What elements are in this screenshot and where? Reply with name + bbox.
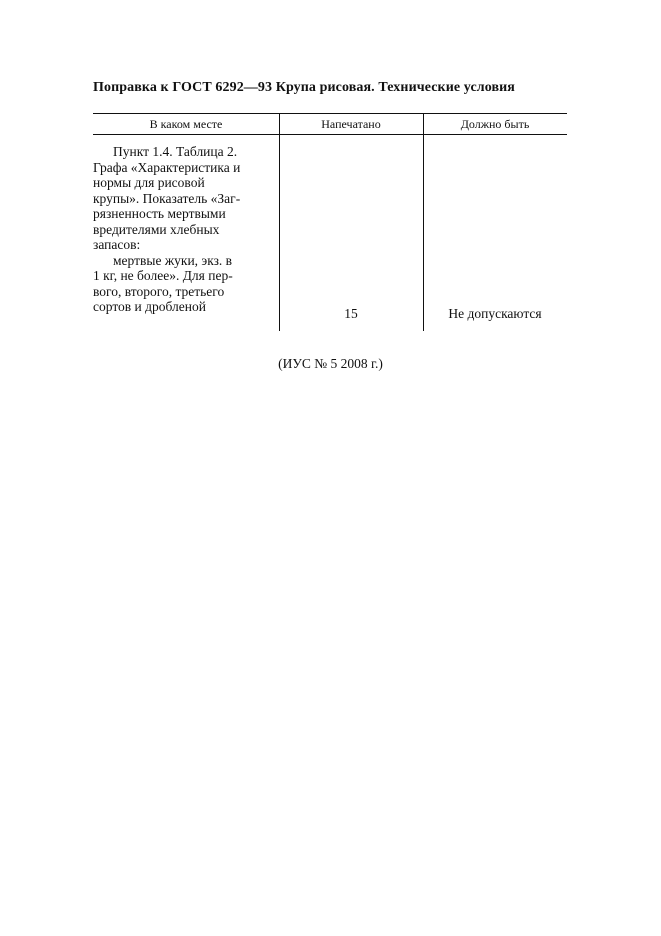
- table-column-divider-2: [423, 113, 424, 331]
- cell-place: [93, 144, 275, 315]
- place-line: Пункт 1.4. Таблица 2.: [113, 144, 238, 159]
- place-line: рязненность мертвыми: [93, 206, 226, 221]
- place-line: Графа «Характеристика и: [93, 159, 241, 175]
- table-top-rule: [93, 113, 567, 114]
- place-line: нормы для рисовой: [93, 175, 205, 190]
- place-line: запасов:: [93, 237, 141, 252]
- place-line: вредителями хлебных: [93, 221, 220, 237]
- header-place: В каком месте: [149, 117, 223, 131]
- cell-printed: 15: [344, 306, 358, 321]
- place-line: 1 кг, не более». Для пер-: [93, 268, 233, 283]
- correction-table: [93, 113, 567, 331]
- source-note: (ИУС № 5 2008 г.): [278, 356, 383, 371]
- table-header-rule: [93, 134, 567, 135]
- document-title: Поправка к ГОСТ 6292—93 Крупа рисовая. Технические условия: [93, 80, 515, 95]
- header-printed: Напечатано: [321, 117, 381, 131]
- table-column-divider-1: [279, 113, 280, 331]
- place-line: крупы». Показатель «Заг-: [93, 190, 241, 206]
- place-line: мертвые жуки, экз. в: [113, 252, 233, 268]
- header-should-be: Должно быть: [460, 117, 530, 131]
- place-line: сортов и дробленой: [93, 299, 206, 314]
- cell-should-be: Не допускаются: [448, 306, 542, 321]
- place-line: вого, второго, третьего: [93, 283, 225, 299]
